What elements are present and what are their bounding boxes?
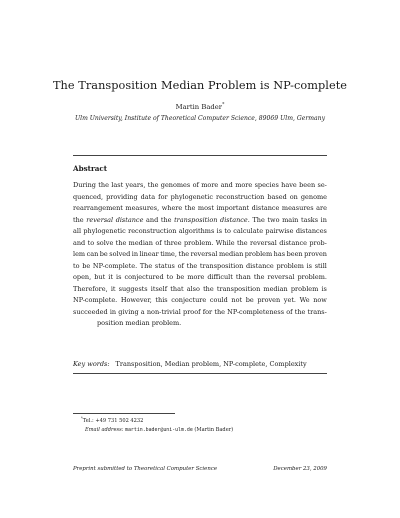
keywords-text: Transposition, Median problem, NP-complete, Complexity — [115, 360, 307, 368]
footnote-rule — [73, 413, 175, 414]
abstract-line: NP-complete. However, this conjecture could not be proven yet. We now — [73, 296, 327, 305]
author-footnote-mark: * — [222, 102, 225, 108]
email-address-link[interactable]: martin.bader@uni-ulm.de — [125, 427, 193, 433]
abstract-line: lem can be solved in linear time, the reversal median problem has been proven — [73, 250, 327, 259]
abstract-line: and to solve the median of three problem. While the reversal distance prob- — [73, 238, 327, 247]
abstract-line: Therefore, it suggests itself that also the transposition median problem is — [73, 284, 327, 293]
abstract-line: position median problem. — [97, 319, 182, 328]
footnote-mark: * — [81, 416, 83, 421]
footnote-telephone — [81, 418, 143, 424]
paper-title: The Transposition Median Problem is NP-complete — [52, 79, 348, 92]
abstract-top-rule — [73, 155, 327, 156]
preprint-date: December 23, 2009 — [273, 466, 327, 472]
abstract-line: During the last years, the genomes of more and more species have been se- — [73, 181, 327, 189]
keywords-line — [73, 360, 307, 368]
abstract-line: open, but it is conjectured to be more difficult than the reversal problem. — [73, 273, 327, 282]
preprint-note: Preprint submitted to Theoretical Computer Science — [73, 466, 218, 472]
author-text: Martin Bader — [175, 103, 222, 111]
email-suffix: (Martin Bader) — [194, 427, 234, 433]
abstract-line: rearrangement measures, where the most important distance measures are — [73, 204, 327, 213]
abstract-line: all phylogenetic reconstruction algorithms is to calculate pairwise distances — [73, 227, 327, 236]
abstract-line: the reversal distance and the transposition distance. The two main tasks in — [73, 215, 327, 224]
abstract-bottom-rule — [73, 373, 327, 374]
abstract-line: quenced, providing data for phylogenetic reconstruction based on genome — [73, 192, 327, 201]
abstract-body — [73, 180, 327, 330]
footnote-tel-text: Tel.: +49 731 502 4232 — [82, 418, 144, 424]
abstract-line: succeeded in giving a non-trivial proof for the NP-completeness of the trans- — [73, 307, 327, 316]
footnote-email — [85, 427, 233, 433]
author-affiliation: Ulm University, Institute of Theoretical Computer Science, 89069 Ulm, Germany — [74, 115, 326, 122]
email-label: Email address: — [85, 427, 124, 433]
abstract-line: to be NP-complete. The status of the transposition distance problem is still — [73, 261, 327, 270]
abstract-heading: Abstract — [73, 164, 108, 173]
author-name — [0, 103, 400, 111]
keywords-label: Key words: — [73, 360, 110, 368]
